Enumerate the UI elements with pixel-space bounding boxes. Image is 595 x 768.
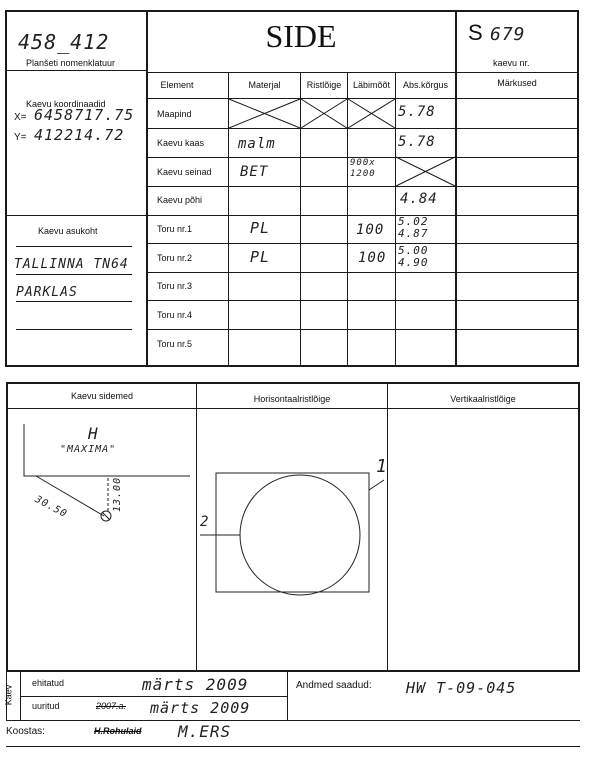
- row-label: Toru nr.4: [157, 310, 193, 320]
- sketch-distance-2: 13.00: [112, 476, 123, 512]
- sidemed-title: Kaevu sidemed: [70, 391, 134, 401]
- location-line2: PARKLAS: [16, 285, 78, 300]
- row-label: Toru nr.2: [157, 253, 193, 263]
- row-label: Toru nr.5: [157, 339, 193, 349]
- author-struck: H.Rohulaid: [94, 726, 142, 736]
- footer-side-label: Kaev: [3, 684, 14, 706]
- height-value: 5.00: [398, 244, 429, 257]
- vertical-title: Vertikaalristlõige: [450, 394, 516, 404]
- built-label: ehitatud: [32, 678, 65, 688]
- well-number-label: kaevu nr.: [493, 58, 530, 68]
- map-number: 458_412: [18, 30, 110, 54]
- horizontal-title: Horisontaalristlõige: [253, 394, 331, 404]
- well-number: 679: [490, 24, 526, 45]
- diameter-value: 900x 1200: [350, 158, 376, 179]
- coord-x-label: X=: [14, 112, 27, 123]
- col-material: Materjal: [248, 80, 281, 90]
- col-notes: Märkused: [497, 78, 537, 88]
- height-value: 5.78: [398, 134, 436, 150]
- material-value: BET: [240, 164, 269, 180]
- col-height: Abs.kõrgus: [402, 80, 449, 90]
- map-number-label: Planšeti nomenklatuur: [26, 58, 116, 68]
- col-element: Element: [160, 80, 194, 90]
- location-line1: TALLINNA TN64: [14, 257, 129, 272]
- height-value: 5.78: [398, 104, 436, 120]
- col-cross: Ristlõige: [306, 80, 342, 90]
- well-prefix: S: [468, 20, 483, 45]
- built-value: märts 2009: [142, 675, 249, 694]
- row-label: Toru nr.3: [157, 281, 193, 291]
- row-label: Kaevu seinad: [157, 167, 212, 177]
- diameter-value: 100: [356, 222, 385, 238]
- row-label: Toru nr.1: [157, 224, 193, 234]
- diameter-value: 100: [358, 250, 387, 266]
- material-value: PL: [250, 248, 271, 266]
- sketch-h: H: [88, 424, 99, 443]
- coord-y-label: Y=: [14, 132, 27, 143]
- location-title: Kaevu asukoht: [38, 226, 98, 236]
- coords-title: Kaevu koordinaadid: [26, 99, 106, 109]
- height-value-2: 4.87: [398, 227, 429, 240]
- pipe-2-label: 2: [200, 514, 210, 530]
- col-diameter: Läbimõõt: [352, 80, 391, 90]
- height-value: 5.02: [398, 215, 429, 228]
- form-title: SIDE: [265, 18, 337, 54]
- material-value: malm: [238, 136, 276, 152]
- data-source-value: HW T-09-045: [406, 679, 517, 697]
- height-value-2: 4.90: [398, 256, 429, 269]
- row-label: Kaevu põhi: [157, 195, 203, 205]
- sketch-h-label: "MAXIMA": [60, 444, 117, 455]
- author-value: M.ERS: [178, 722, 232, 741]
- surveyed-value: märts 2009: [150, 699, 251, 717]
- surveyed-label: uuritud: [32, 701, 60, 711]
- data-source-label: Andmed saadud:: [296, 680, 372, 691]
- height-value: 4.84: [400, 191, 438, 207]
- coord-y-value: 412214.72: [34, 126, 125, 144]
- material-value: PL: [250, 219, 271, 237]
- row-label: Kaevu kaas: [157, 138, 205, 148]
- surveyed-struck: 2007.a.: [96, 701, 127, 711]
- row-label: Maapind: [157, 109, 192, 119]
- coord-x-value: 6458717.75: [34, 106, 135, 124]
- sketch-distance-1: 30.50: [32, 494, 69, 521]
- pipe-1-label: 1: [376, 456, 388, 477]
- author-label: Koostas:: [6, 726, 45, 737]
